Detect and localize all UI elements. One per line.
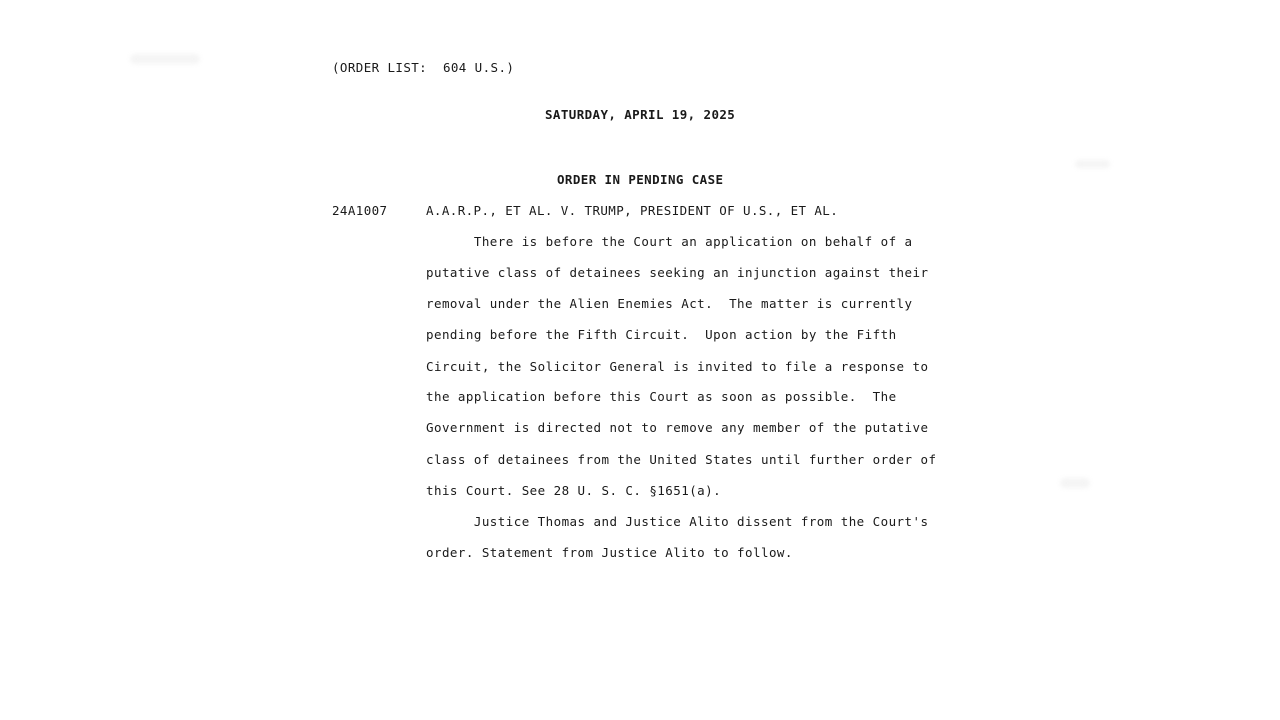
scan-artifact — [1060, 478, 1090, 488]
paragraph-line: Circuit, the Solicitor General is invited to file a response to — [426, 359, 929, 374]
scan-artifact — [130, 54, 200, 64]
paragraph-line: removal under the Alien Enemies Act. The matter is currently — [426, 296, 913, 311]
paragraph-line: the application before this Court as soon as possible. The — [426, 389, 897, 404]
paragraph-line: order. Statement from Justice Alito to follow. — [426, 545, 793, 560]
paragraph-line: Government is directed not to remove any member of the putative — [426, 420, 929, 435]
paragraph-line: Justice Thomas and Justice Alito dissent from the Court's — [426, 514, 929, 529]
paragraph-line: class of detainees from the United States until further order of — [426, 452, 937, 467]
paragraph-line: this Court. See 28 U. S. C. §1651(a). — [426, 483, 722, 498]
section-title: ORDER IN PENDING CASE — [557, 172, 724, 187]
paragraph-line: pending before the Fifth Circuit. Upon action by the Fifth — [426, 327, 897, 342]
case-caption: A.A.R.P., ET AL. V. TRUMP, PRESIDENT OF U.S., ET AL. — [426, 203, 839, 218]
docket-number: 24A1007 — [332, 203, 388, 218]
paragraph-line: There is before the Court an application on behalf of a — [426, 234, 913, 249]
paragraph-line: putative class of detainees seeking an injunction against their — [426, 265, 929, 280]
order-date: SATURDAY, APRIL 19, 2025 — [545, 107, 736, 122]
order-list-header: (ORDER LIST: 604 U.S.) — [332, 60, 515, 75]
scan-artifact — [1075, 160, 1110, 168]
